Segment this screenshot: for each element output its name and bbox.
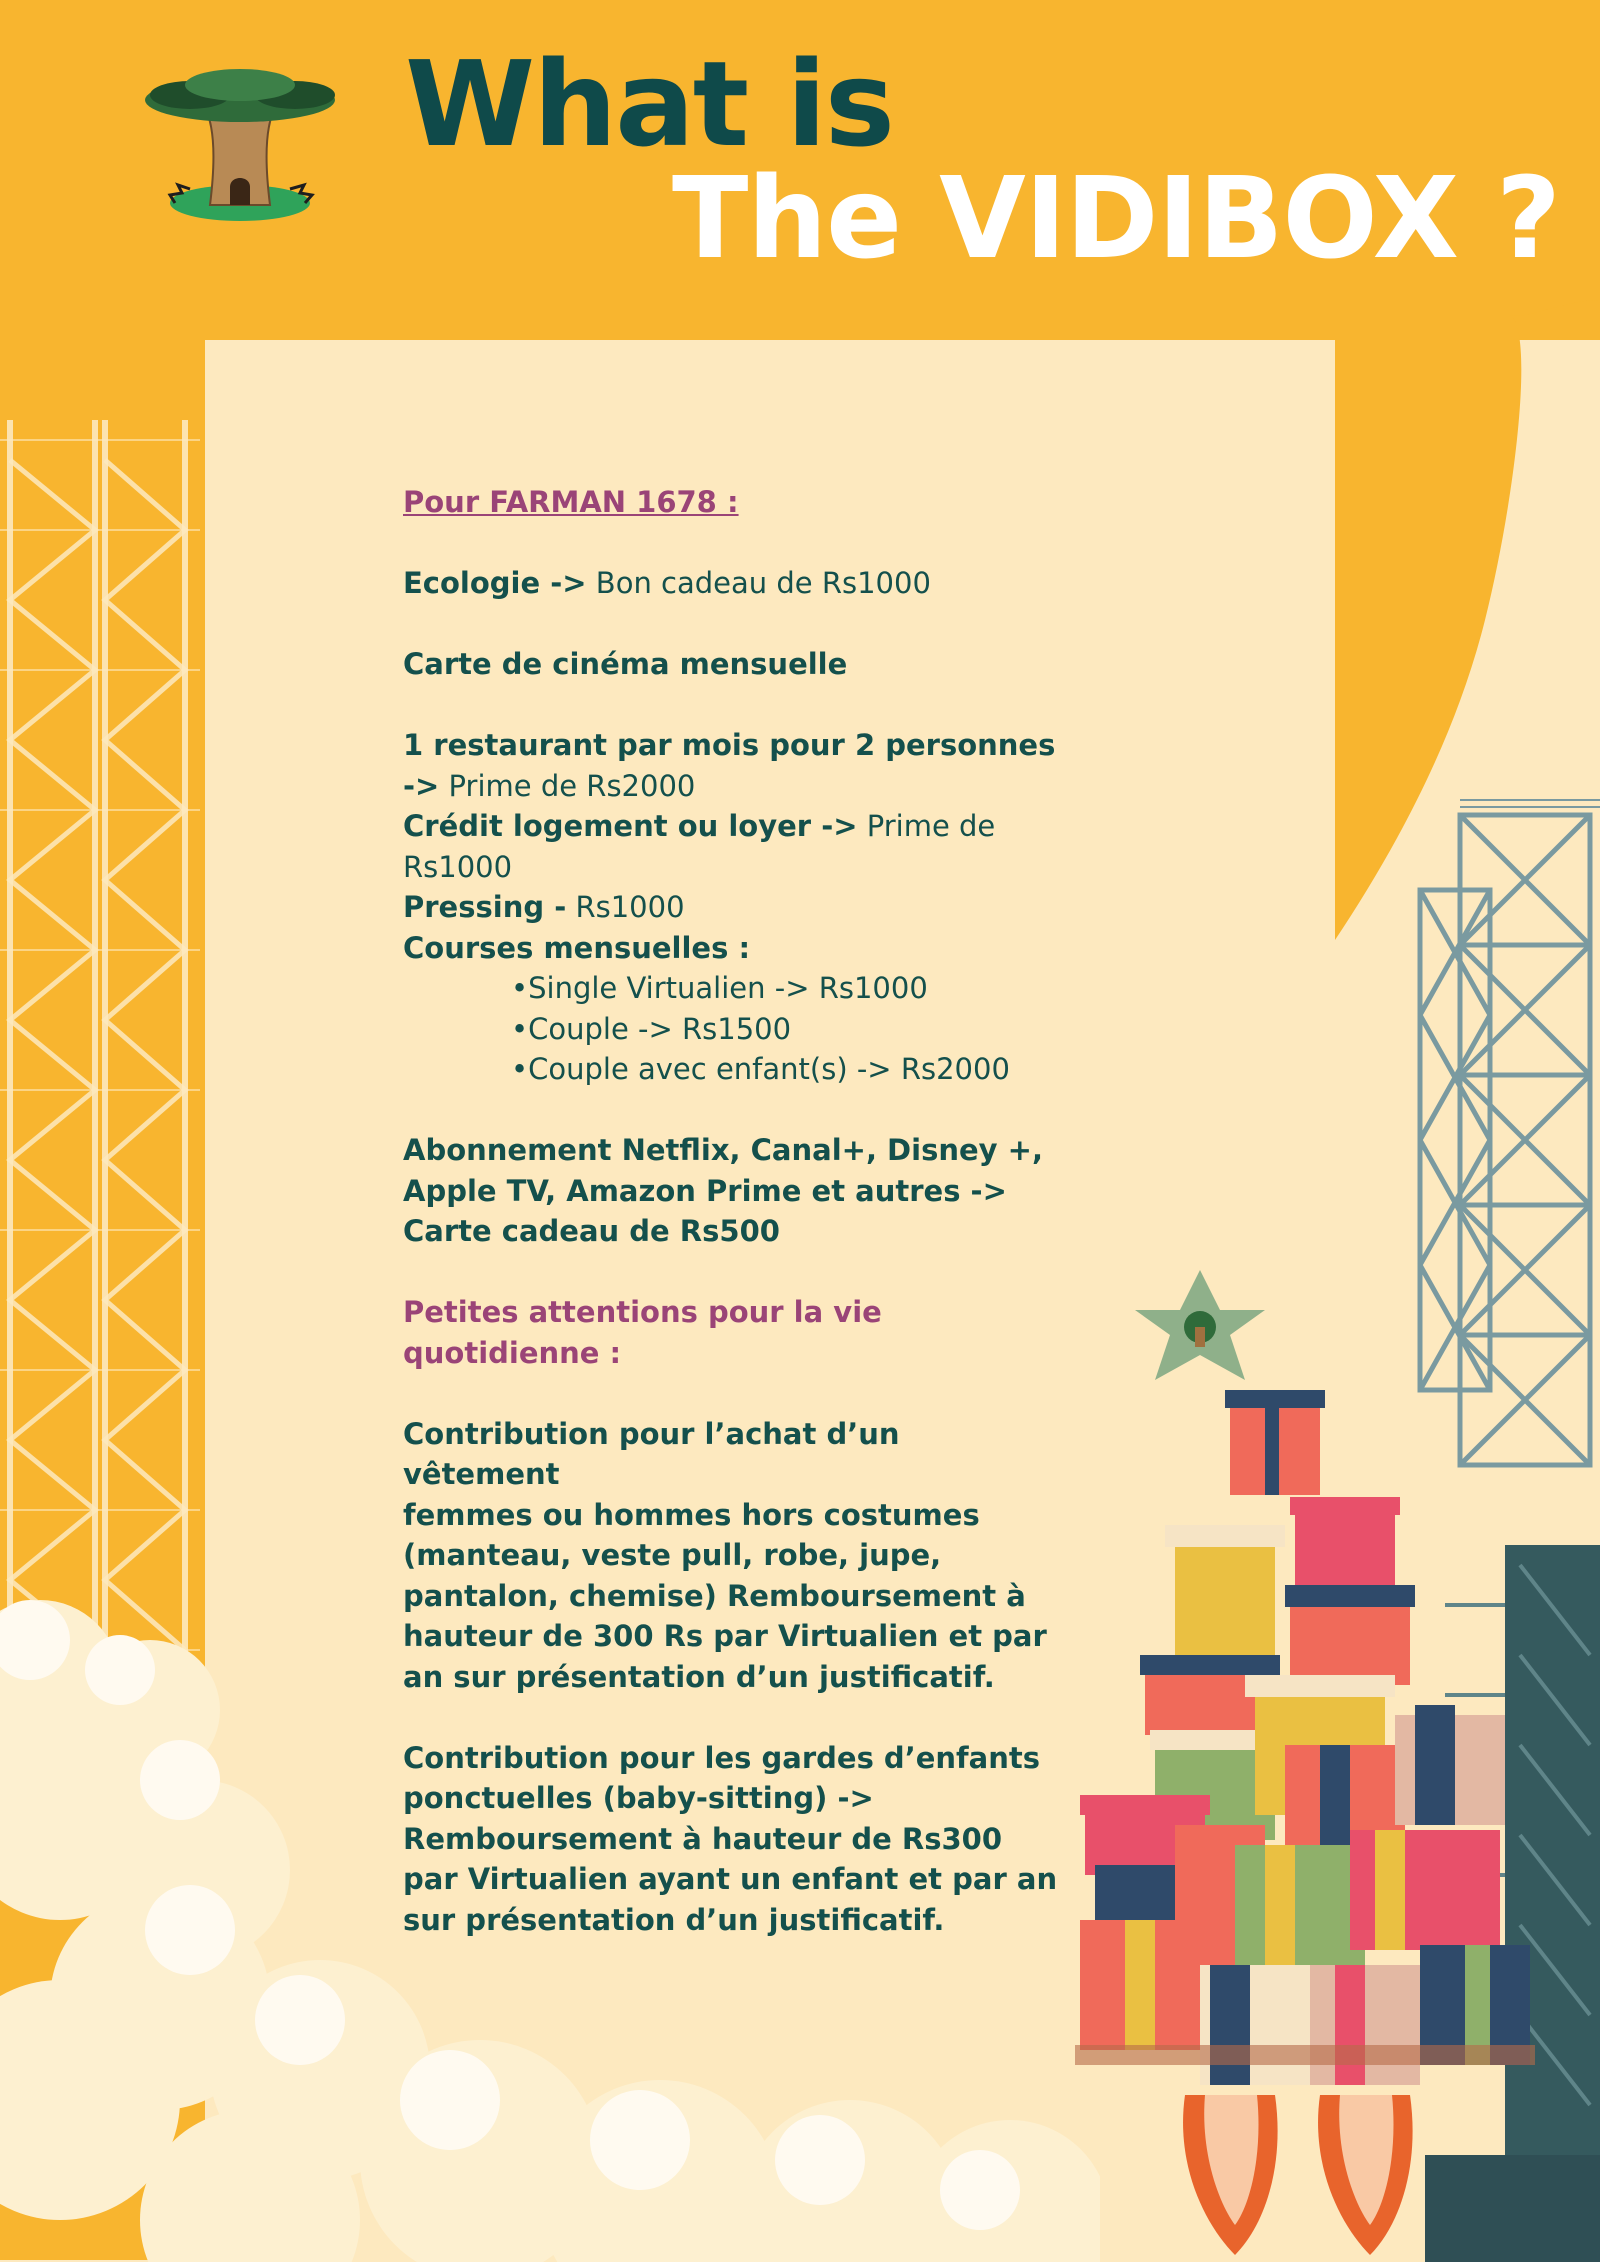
vetement-line: an sur présentation d’un justificatif. bbox=[403, 1659, 995, 1694]
garde-line: sur présentation d’un justificatif. bbox=[403, 1902, 945, 1937]
vetement-line: pantalon, chemise) Remboursement à bbox=[403, 1578, 1026, 1613]
restaurant-label: 1 restaurant par mois pour 2 personnes bbox=[403, 728, 1056, 762]
garde-line: Remboursement à hauteur de Rs300 bbox=[403, 1821, 1003, 1856]
pressing-value: Rs1000 bbox=[566, 890, 685, 924]
baobab-logo-icon bbox=[130, 55, 350, 235]
vetement-line: Contribution pour l’achat d’un vêtement bbox=[403, 1416, 900, 1491]
section-heading: Pour FARMAN 1678 : bbox=[403, 485, 739, 519]
garde-line: ponctuelles (baby-sitting) -> bbox=[403, 1781, 874, 1815]
vetement-line: femmes ou hommes hors costumes bbox=[403, 1497, 980, 1532]
credit-item bbox=[403, 806, 1063, 847]
list-item: •Couple -> Rs1500 bbox=[511, 1011, 792, 1046]
abonnement-line: Apple TV, Amazon Prime et autres -> bbox=[403, 1173, 1007, 1208]
garde-line: Contribution pour les gardes d’enfants bbox=[403, 1740, 1040, 1775]
pressing-item bbox=[403, 887, 1063, 928]
offer-list bbox=[403, 482, 1063, 1940]
ecologie-label: Ecologie -> bbox=[403, 566, 587, 600]
list-item: •Couple avec enfant(s) -> Rs2000 bbox=[511, 1052, 1010, 1086]
page-title-line1: What is bbox=[405, 35, 893, 173]
abonnement-line: Carte cadeau de Rs500 bbox=[403, 1214, 780, 1248]
credit-value: Prime de bbox=[857, 809, 996, 843]
garde-line: par Virtualien ayant un enfant et par an bbox=[403, 1862, 1058, 1896]
vetement-line: hauteur de 300 Rs par Virtualien et par bbox=[403, 1619, 1047, 1653]
courses-label: Courses mensuelles : bbox=[403, 930, 751, 965]
list-item: •Single Virtualien -> Rs1000 bbox=[511, 971, 928, 1005]
ecologie-value: Bon cadeau de Rs1000 bbox=[586, 566, 931, 600]
pressing-label: Pressing - bbox=[403, 890, 567, 924]
vetement-line: (manteau, veste pull, robe, jupe, bbox=[403, 1538, 942, 1572]
restaurant-value: Prime de Rs2000 bbox=[439, 768, 696, 803]
restaurant-arrow: -> bbox=[403, 768, 440, 803]
abonnement-line: Abonnement Netflix, Canal+, Disney +, bbox=[403, 1133, 1043, 1167]
credit-value-cont: Rs1000 bbox=[403, 849, 513, 884]
ecologie-item bbox=[403, 563, 1063, 604]
cinema-item: Carte de cinéma mensuelle bbox=[403, 647, 848, 681]
gift-rocket-illustration bbox=[1035, 1265, 1555, 2262]
petites-heading: Petites attentions pour la vie bbox=[403, 1295, 882, 1329]
petites-heading: quotidienne : bbox=[403, 1335, 622, 1370]
credit-label: Crédit logement ou loyer -> bbox=[403, 809, 858, 843]
page-title-line2: The VIDIBOX ? bbox=[672, 154, 1560, 284]
left-scaffold-tower bbox=[0, 420, 200, 1720]
restaurant-value-line bbox=[403, 766, 1063, 807]
